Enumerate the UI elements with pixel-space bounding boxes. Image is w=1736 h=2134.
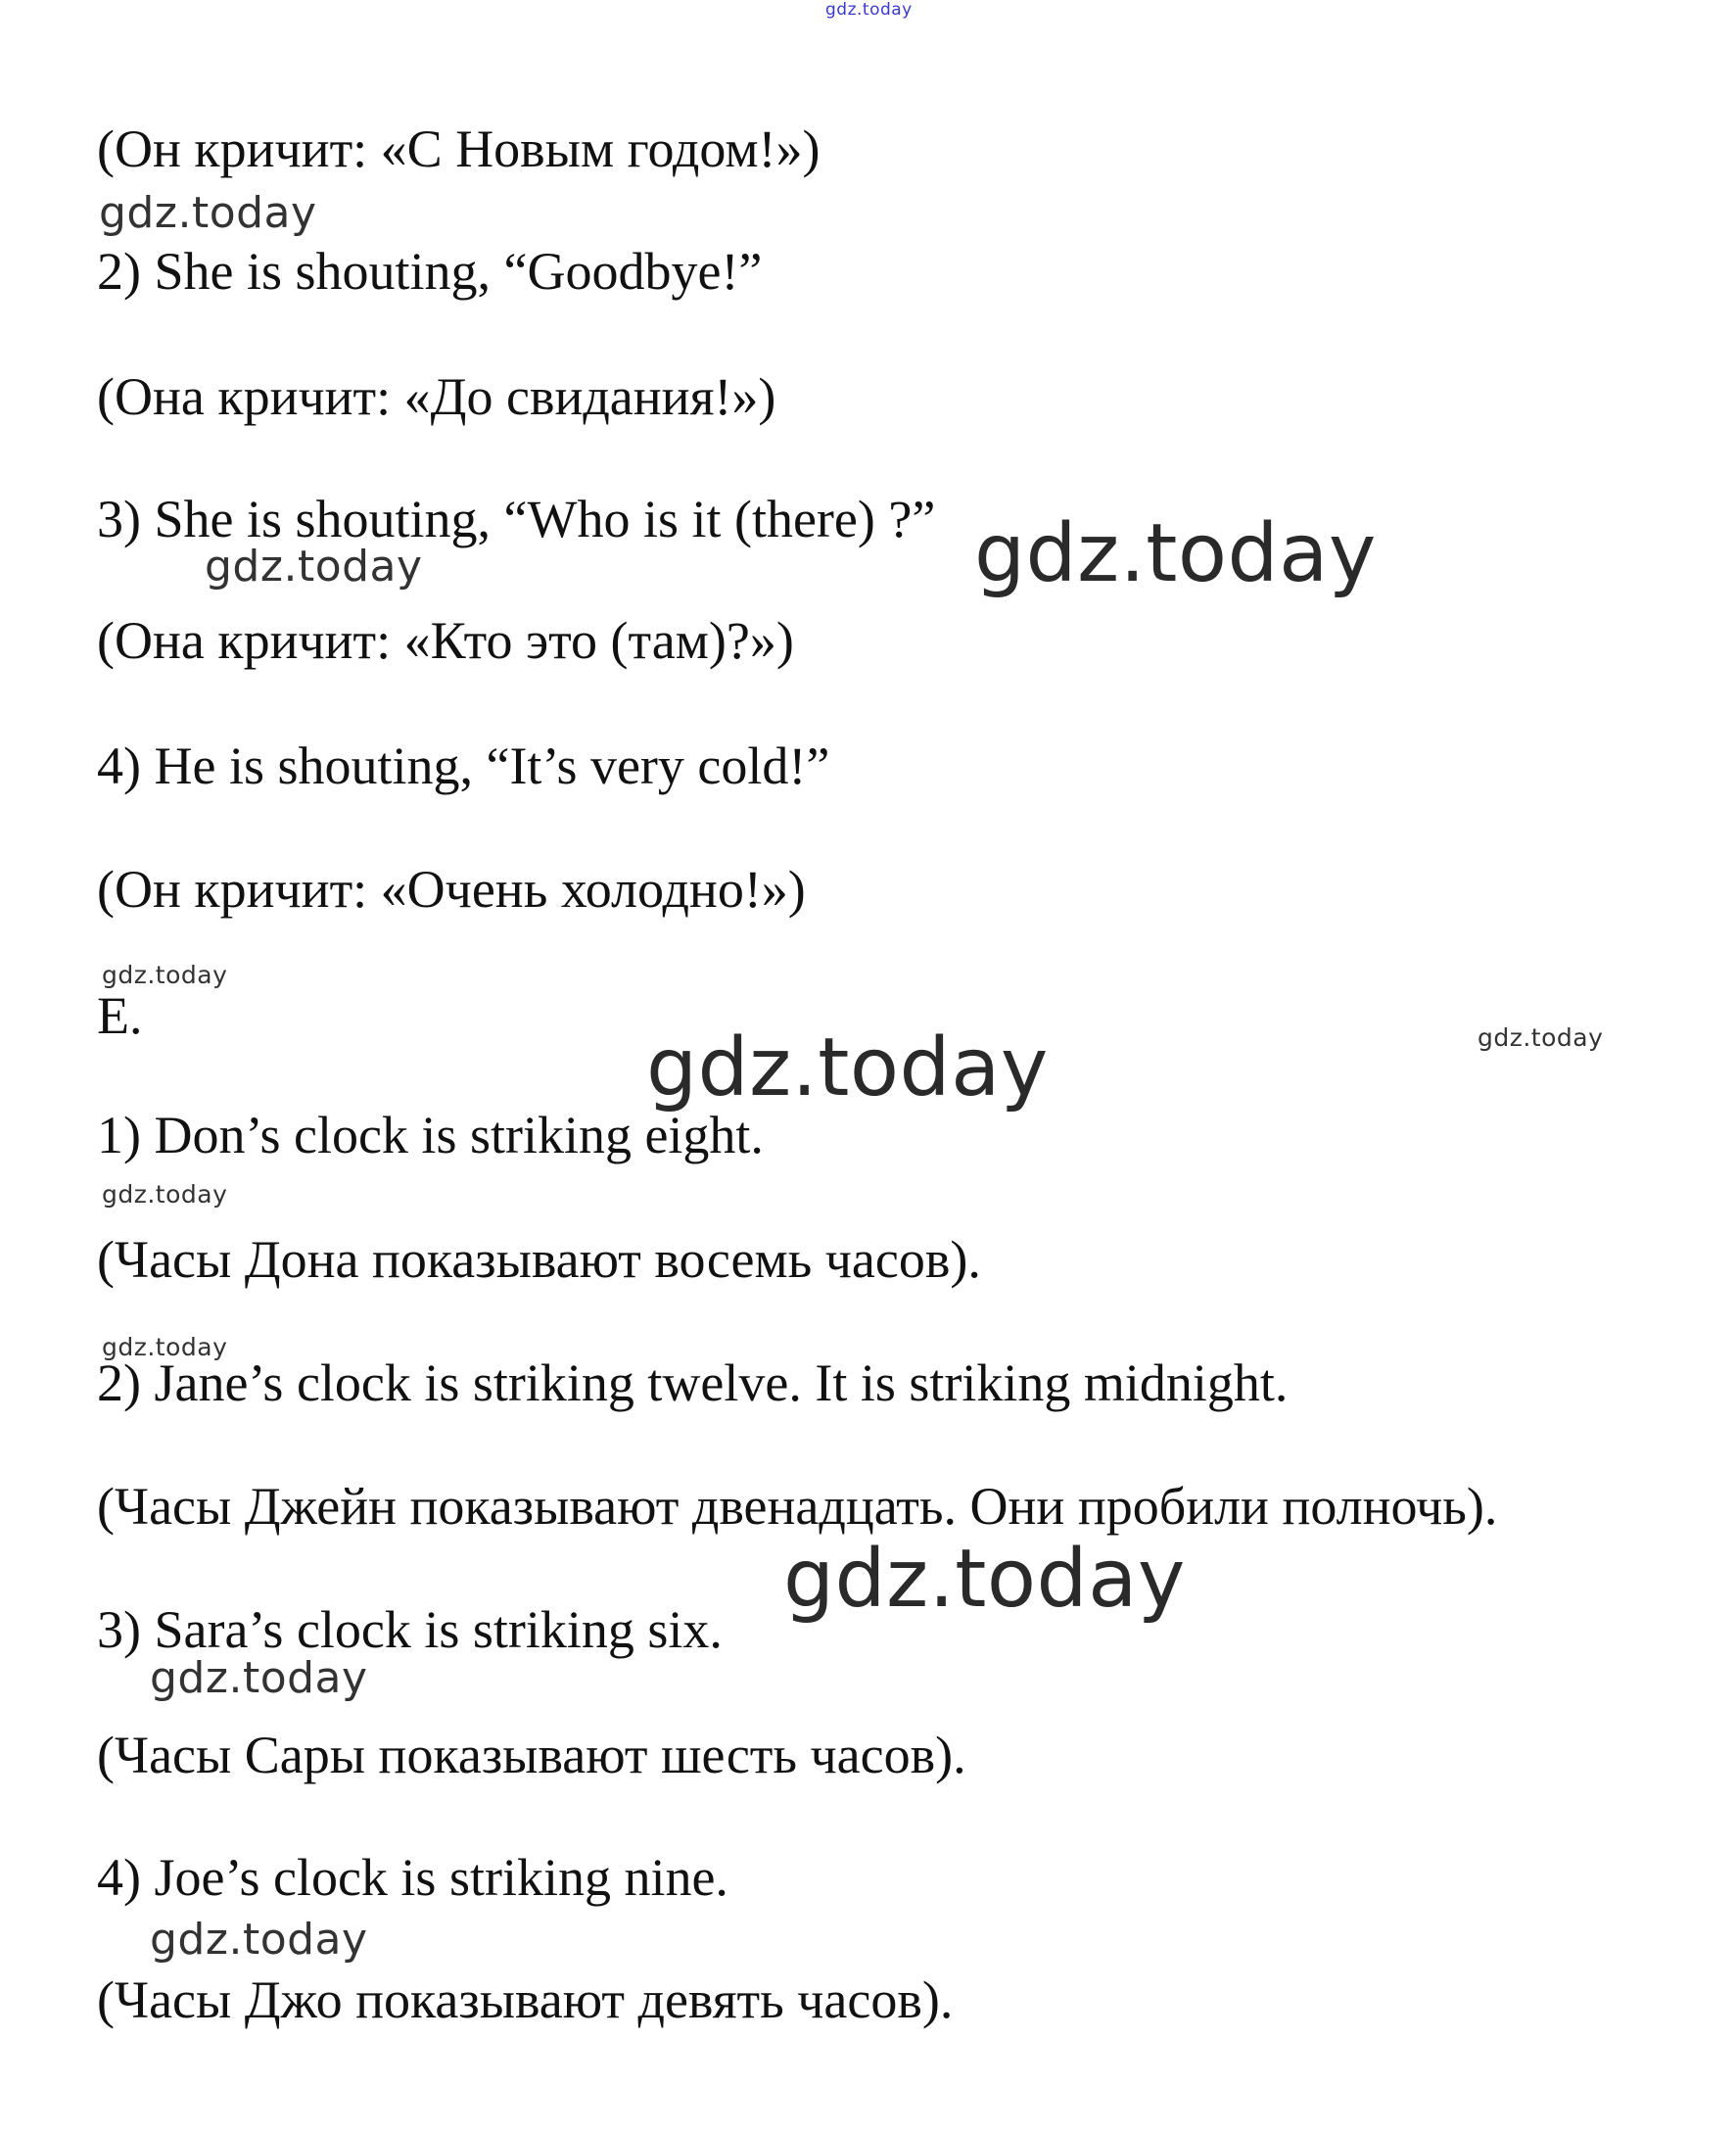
text-line-16: (Часы Джо показывают девять часов). (97, 1970, 954, 2029)
watermark-5: gdz.today (102, 1180, 228, 1209)
text-line-7: (Он кричит: «Очень холодно!») (97, 860, 806, 919)
text-line-13: 3) Sara’s clock is striking six. (97, 1600, 723, 1659)
text-line-9: 1) Don’s clock is striking eight. (97, 1106, 764, 1164)
watermark-top: gdz.today (825, 0, 913, 20)
text-line-2: 2) She is shouting, “Goodbye!” (97, 242, 763, 301)
text-line-12: (Часы Джейн показывают двенадцать. Они пробили полночь). (97, 1477, 1498, 1536)
watermark-1: gdz.today (99, 188, 317, 238)
watermark-4: gdz.today (1478, 1023, 1604, 1052)
watermark-large-1: gdz.today (974, 507, 1377, 600)
text-line-1: (Он кричит: «С Новым годом!») (97, 119, 821, 178)
text-line-14: (Часы Сары показывают шесть часов). (97, 1726, 966, 1784)
watermark-large-3: gdz.today (783, 1533, 1186, 1626)
watermark-3: gdz.today (102, 961, 228, 989)
text-line-5: (Она кричит: «Кто это (там)?») (97, 611, 794, 670)
watermark-2: gdz.today (205, 542, 423, 592)
text-line-3: (Она кричит: «До свидания!») (97, 367, 776, 426)
section-heading-e: E. (97, 986, 143, 1045)
text-line-6: 4) He is shouting, “It’s very cold!” (97, 736, 830, 795)
text-line-10: (Часы Дона показывают восемь часов). (97, 1230, 981, 1289)
watermark-6: gdz.today (102, 1333, 228, 1361)
text-line-11: 2) Jane’s clock is striking twelve. It is striking midnight. (97, 1353, 1289, 1412)
watermark-large-2: gdz.today (646, 1021, 1049, 1114)
text-line-15: 4) Joe’s clock is striking nine. (97, 1848, 728, 1907)
text-line-4: 3) She is shouting, “Who is it (there) ?” (97, 490, 936, 548)
watermark-8: gdz.today (150, 1915, 368, 1965)
watermark-7: gdz.today (150, 1653, 368, 1703)
